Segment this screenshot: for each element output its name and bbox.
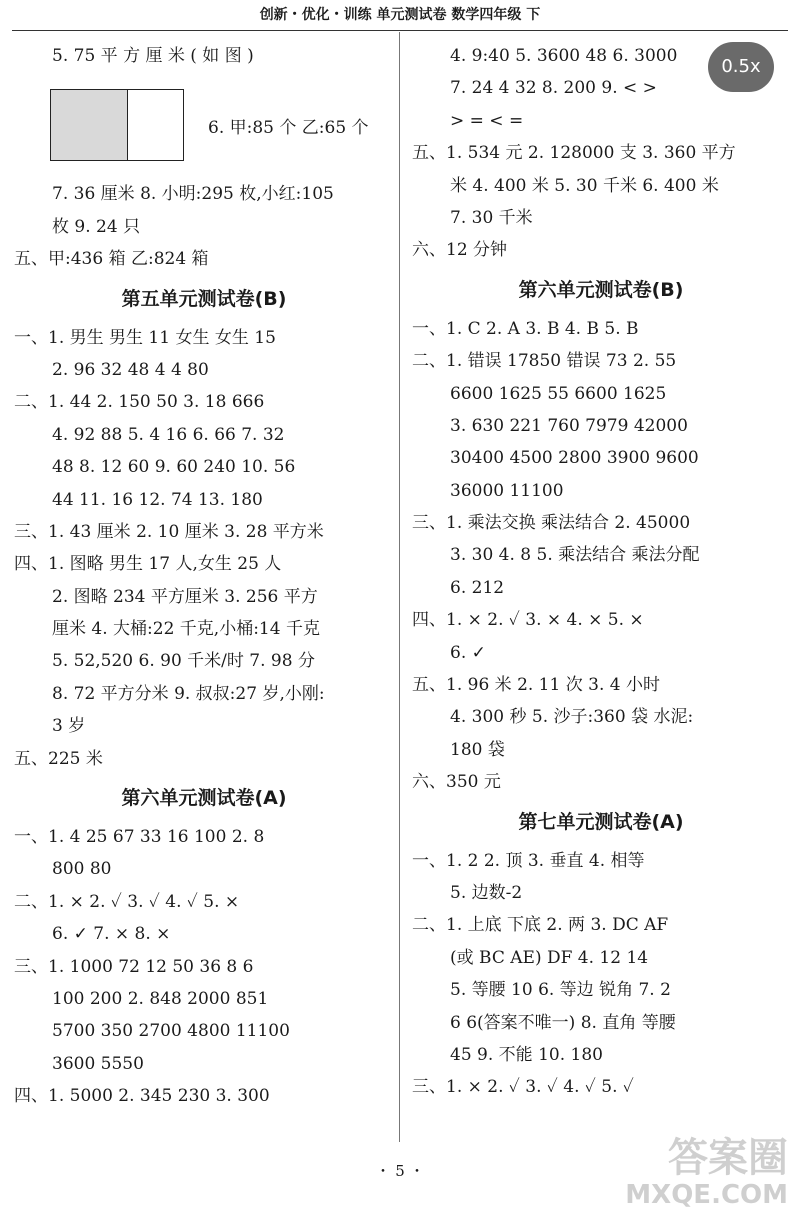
answer-line: 44 11. 16 12. 74 13. 180 xyxy=(52,489,263,510)
answer-line: 一、1. 男生 男生 11 女生 女生 15 xyxy=(14,327,276,348)
answer-line: 六、12 分钟 xyxy=(412,240,508,261)
answer-line: 一、1. 4 25 67 33 16 100 2. 8 xyxy=(14,827,265,848)
answer-line: 3600 5550 xyxy=(52,1053,144,1074)
section-heading: 第六单元测试卷(B) xyxy=(518,278,684,301)
answer-line: 二、1. × 2. ✓ 3. ✓ 4. ✓ 5. × xyxy=(14,891,240,912)
answer-line: 7. 36 厘米 8. 小明:295 枚,小红:105 xyxy=(52,184,334,205)
answer-line: 6. 甲:85 个 乙:65 个 xyxy=(208,117,369,138)
answer-line: 二、1. 上底 下底 2. 两 3. DC AF xyxy=(412,915,669,936)
header-rule xyxy=(12,30,788,31)
answer-line: 五、1. 534 元 2. 128000 支 3. 360 平方 xyxy=(412,143,736,164)
answer-line: 5700 350 2700 4800 11100 xyxy=(52,1021,290,1042)
section-heading: 第五单元测试卷(B) xyxy=(121,287,287,310)
left-column xyxy=(14,40,394,1113)
answer-line: 45 9. 不能 10. 180 xyxy=(450,1044,603,1065)
answer-line: 5. 边数-2 xyxy=(450,882,523,903)
watermark-text: 答案圈 xyxy=(668,1135,788,1181)
answer-line: 一、1. C 2. A 3. B 4. B 5. B xyxy=(412,318,639,339)
answer-line: > = < = xyxy=(450,110,524,131)
answer-line: 三、1. 1000 72 12 50 36 8 6 xyxy=(14,956,254,977)
answer-line: 5. 52,520 6. 90 千米/时 7. 98 分 xyxy=(52,651,315,672)
figure-row xyxy=(14,72,394,178)
answer-line: 五、甲:436 箱 乙:824 箱 xyxy=(14,249,209,270)
zoom-badge[interactable]: 0.5x xyxy=(708,42,774,92)
answer-line: 30400 4500 2800 3900 9600 xyxy=(450,448,699,469)
answer-line: 3 岁 xyxy=(52,716,86,737)
answer-line: 4. 9:40 5. 3600 48 6. 3000 xyxy=(450,46,678,66)
answer-line: 7. 30 千米 xyxy=(450,207,533,228)
answer-line: 三、1. 乘法交换 乘法结合 2. 45000 xyxy=(412,513,691,534)
answer-line: 米 4. 400 米 5. 30 千米 6. 400 米 xyxy=(450,175,719,196)
answer-line: 厘米 4. 大桶:22 千克,小桶:14 千克 xyxy=(52,619,320,640)
answer-line: 4. 300 秒 5. 沙子:360 袋 水泥: xyxy=(450,707,694,728)
answer-line: 五、1. 96 米 2. 11 次 3. 4 小时 xyxy=(412,675,660,696)
answer-line: 6. ✓ xyxy=(450,642,486,663)
answer-line: 一、1. 2 2. 顶 3. 垂直 4. 相等 xyxy=(412,850,645,871)
page-header: 创新・优化・训练 单元测试卷 数学四年级 下 xyxy=(259,7,541,23)
answer-line: 枚 9. 24 只 xyxy=(52,216,141,237)
shaded-square xyxy=(51,90,128,160)
answer-line: 100 200 2. 848 2000 851 xyxy=(52,988,269,1009)
section-heading: 第七单元测试卷(A) xyxy=(518,810,684,833)
answer-line: 2. 96 32 48 4 4 80 xyxy=(52,359,209,380)
answer-line: 4. 92 88 5. 4 16 6. 66 7. 32 xyxy=(52,424,285,445)
answer-line: 二、1. 错误 17850 错误 73 2. 55 xyxy=(412,351,677,372)
blank-rectangle xyxy=(128,90,183,160)
right-column xyxy=(412,40,790,1104)
answer-line: 六、350 元 xyxy=(412,772,501,793)
section-heading: 第六单元测试卷(A) xyxy=(121,787,287,810)
answer-line: 6. 212 xyxy=(450,577,505,598)
answer-line: 36000 11100 xyxy=(450,480,564,501)
answer-line: (或 BC AE) DF 4. 12 14 xyxy=(450,947,649,968)
answer-line: 6. ✓ 7. × 8. × xyxy=(52,924,171,945)
watermark-logo xyxy=(625,1136,788,1210)
watermark-url: MXQE.COM xyxy=(625,1180,788,1210)
answer-line: 二、1. 44 2. 150 50 3. 18 666 xyxy=(14,392,265,413)
answer-line: 3. 630 221 760 7979 42000 xyxy=(450,415,688,436)
answer-line: 48 8. 12 60 9. 60 240 10. 56 xyxy=(52,457,296,478)
answer-line: 三、1. × 2. ✓ 3. ✓ 4. ✓ 5. ✓ xyxy=(412,1077,634,1098)
answer-line: 180 袋 xyxy=(450,739,505,760)
answer-line: 5. 等腰 10 6. 等边 锐角 7. 2 xyxy=(450,980,671,1001)
answer-line: 四、1. × 2. ✓ 3. × 4. × 5. × xyxy=(412,610,644,631)
answer-line: 800 80 xyxy=(52,859,112,880)
answer-line: 四、1. 图略 男生 17 人,女生 25 人 xyxy=(14,554,282,575)
area-figure xyxy=(50,89,184,161)
answer-line: 7. 24 4 32 8. 200 9. < > xyxy=(450,78,657,99)
answer-line: 五、225 米 xyxy=(14,748,103,769)
column-divider xyxy=(399,32,400,1142)
answer-line: 6 6(答案不唯一) 8. 直角 等腰 xyxy=(450,1012,676,1033)
answer-line: 8. 72 平方分米 9. 叔叔:27 岁,小刚: xyxy=(52,683,325,704)
answer-line: 四、1. 5000 2. 345 230 3. 300 xyxy=(14,1086,270,1107)
answer-line: 三、1. 43 厘米 2. 10 厘米 3. 28 平方米 xyxy=(14,521,324,542)
answer-line: 6600 1625 55 6600 1625 xyxy=(450,383,667,404)
answer-line: 2. 图略 234 平方厘米 3. 256 平方 xyxy=(52,586,318,607)
answer-line: 3. 30 4. 8 5. 乘法结合 乘法分配 xyxy=(450,545,700,566)
answer-line: 5. 75 平 方 厘 米 ( 如 图 ) xyxy=(52,46,254,66)
page-number: ・ 5 ・ xyxy=(375,1162,425,1180)
